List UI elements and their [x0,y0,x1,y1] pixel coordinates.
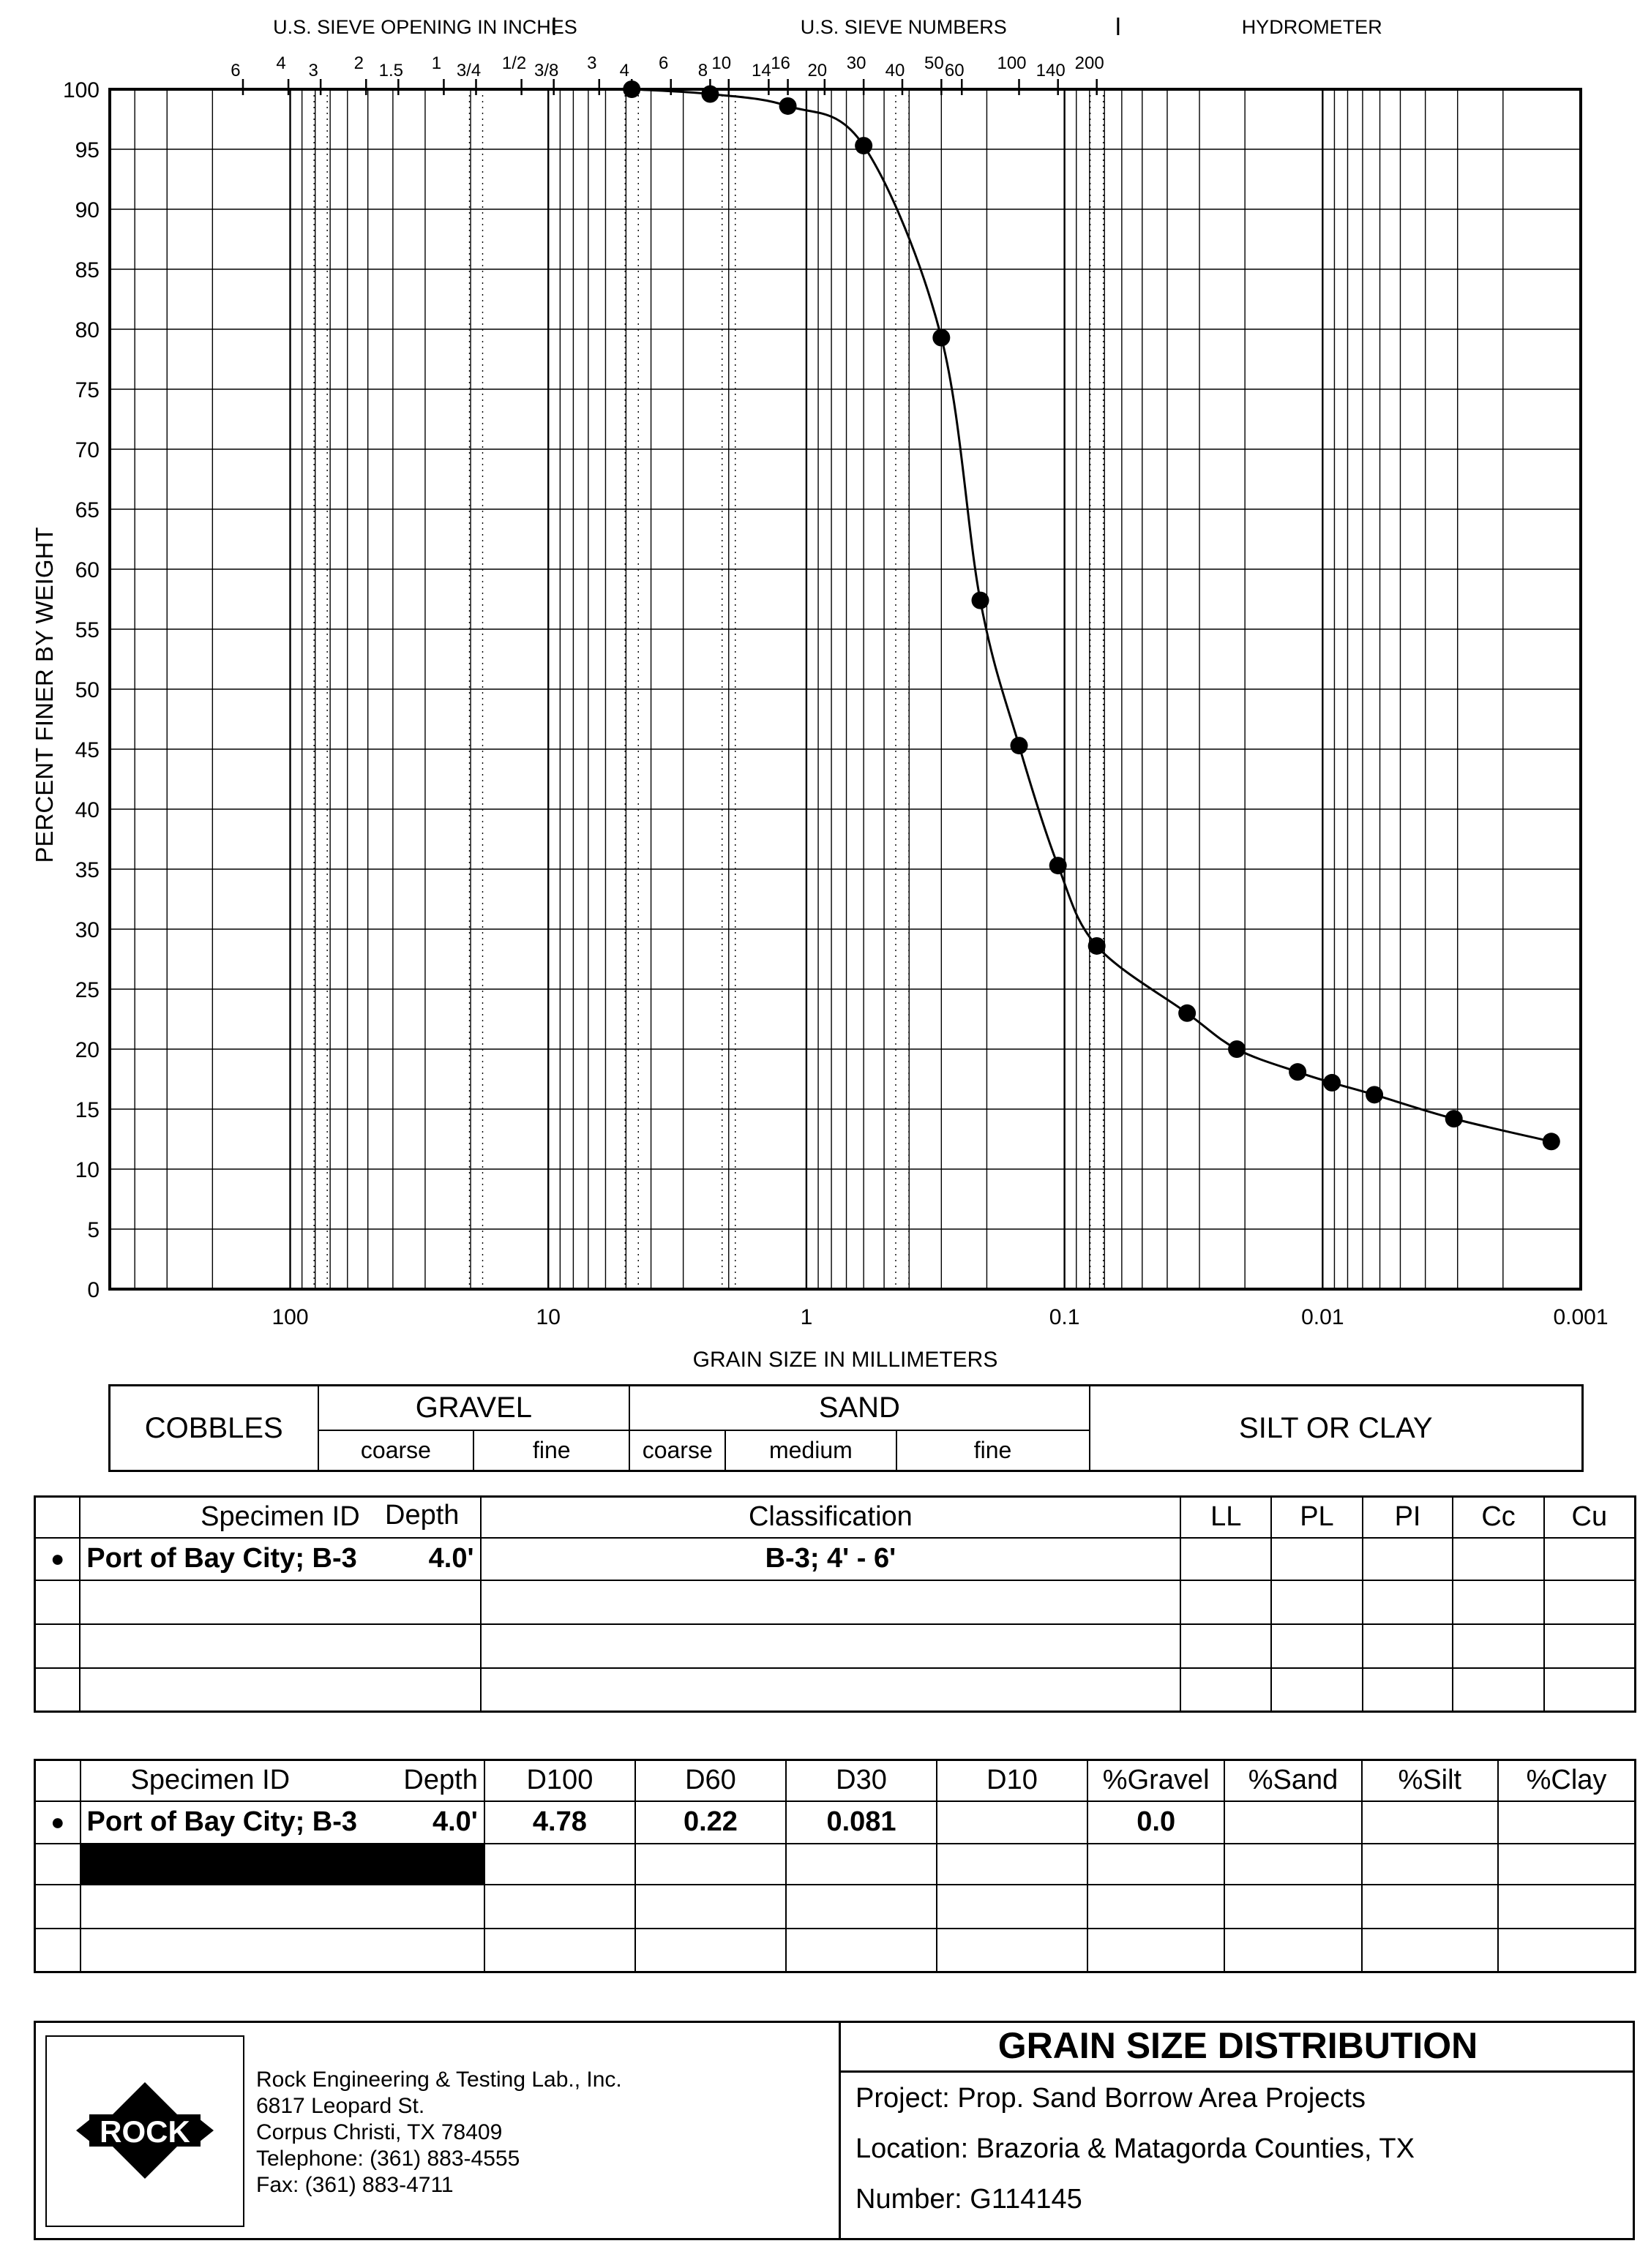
series-marker: ● [35,1538,80,1580]
company-info [256,2067,622,2198]
y-tick-label: 50 [75,678,100,702]
chart-grid [110,89,1581,1289]
sieve-label: 1 [431,53,442,73]
th2-clay: %Clay [1498,1760,1635,1801]
th2-d10: D10 [937,1760,1087,1801]
y-tick-label: 30 [75,918,100,942]
report-title: GRAIN SIZE DISTRIBUTION [841,2021,1635,2073]
rock-logo [47,2037,243,2226]
th-pi: PI [1363,1497,1453,1538]
x-tick-label: 100 [272,1305,309,1329]
classification-cell: B-3; 4' - 6' [481,1538,1181,1580]
x-tick-label: 10 [536,1305,561,1329]
data-point [1088,937,1106,955]
y-tick-label: 95 [75,138,100,162]
y-tick-label: 25 [75,978,100,1002]
y-tick-label: 80 [75,318,100,342]
x-tick-label: 0.01 [1301,1305,1344,1329]
sieve-label: 30 [846,53,866,73]
project-line: Project: Prop. Sand Borrow Area Projects [855,2083,1366,2114]
th-cc: Cc [1453,1497,1543,1538]
y-tick-label: 10 [75,1158,100,1182]
sieve-label: 20 [807,61,828,80]
x-axis-label: GRAIN SIZE IN MILLIMETERS [692,1348,998,1372]
company-telephone: Telephone: (361) 883-4555 [256,2147,520,2171]
sieve-label: 6 [231,61,241,80]
sieve-label: 3 [587,53,597,73]
d30-cell: 0.081 [786,1801,937,1844]
data-point [1049,857,1067,874]
th-depth: Depth [385,1500,460,1531]
y-tick-label: 100 [62,78,100,102]
top-header-label: HYDROMETER [1241,16,1382,38]
th2-sand: %Sand [1224,1760,1361,1801]
x-tick-label: 0.1 [1049,1305,1080,1329]
report-info-box [839,2021,1635,2240]
specimen-id-cell: Port of Bay City; B-3 4.0' [80,1538,480,1580]
cobbles-label: COBBLES [110,1386,318,1471]
y-tick-label: 40 [75,798,100,822]
sieve-label: 140 [1036,61,1066,80]
y-tick-label: 5 [87,1218,100,1242]
data-point [701,86,719,103]
y-tick-label: 65 [75,498,100,522]
top-header-label: U.S. SIEVE OPENING IN INCHES [273,16,577,38]
top-headers [273,16,1382,38]
th2-depth: Depth [403,1765,478,1796]
sieve-label: 3/8 [533,61,559,80]
y-tick-label: 35 [75,858,100,882]
number-line: Number: G114145 [855,2184,1082,2215]
th2-specimen-id: Specimen ID [130,1765,291,1796]
y-tick-label: 75 [75,378,100,402]
depth-cell-2: 4.0' [432,1806,478,1837]
th-classification: Classification [481,1497,1181,1538]
y-tick-label: 0 [87,1278,100,1302]
gravel-label: GRAVEL [318,1386,630,1431]
gradation-summary-table [34,1759,1636,1973]
y-tick-label: 85 [75,258,100,282]
top-header-label: U.S. SIEVE NUMBERS [800,16,1007,38]
sand-fine-label: fine [896,1430,1090,1471]
data-point [1289,1063,1306,1081]
data-points [623,80,1560,1150]
sand-medium-label: medium [725,1430,896,1471]
sieve-label: 100 [997,53,1027,73]
sieve-label: 40 [885,61,905,80]
data-point [623,80,640,98]
sieve-label: 3 [308,61,318,80]
sieve-label: 3/4 [456,61,482,80]
y-tick-label: 90 [75,198,100,222]
sand-label: SAND [629,1386,1089,1431]
sieve-label: 14 [752,61,771,80]
sieve-label: 4 [276,53,286,73]
th-pl: PL [1271,1497,1362,1538]
y-tick-label: 70 [75,438,100,462]
th-cu: Cu [1544,1497,1636,1538]
th2-silt: %Silt [1362,1760,1498,1801]
logo-box [45,2035,244,2227]
data-point [932,328,950,346]
gravel-pct-cell: 0.0 [1087,1801,1225,1844]
d60-cell: 0.22 [635,1801,786,1844]
silt-clay-label: SILT OR CLAY [1090,1386,1583,1471]
data-point [1228,1040,1246,1058]
d10-cell [937,1801,1087,1844]
sieve-label: 10 [711,53,732,73]
x-axis-ticks [272,1305,1608,1329]
svg-text:ROCK: ROCK [100,2114,190,2149]
data-point [855,137,872,154]
sieve-label: 1.5 [378,61,404,80]
d100-cell: 4.78 [484,1801,635,1844]
y-tick-label: 55 [75,618,100,642]
sieve-label: 60 [944,61,965,80]
th-ll: LL [1180,1497,1271,1538]
data-point [779,97,797,115]
y-tick-label: 15 [75,1098,100,1122]
data-point [1011,737,1028,754]
data-point [1543,1133,1560,1150]
specimen-id-cell-2: Port of Bay City; B-3 4.0' [80,1801,484,1844]
th-specimen-id: Specimen ID [80,1497,480,1538]
gravel-fine-label: fine [473,1430,629,1471]
specimen-classification-table [34,1495,1636,1713]
gravel-coarse-label: coarse [318,1430,474,1471]
y-tick-label: 60 [75,558,100,582]
th2-d100: D100 [484,1760,635,1801]
y-axis-label: PERCENT FINER BY WEIGHT [31,527,58,863]
x-tick-label: 0.001 [1553,1305,1609,1329]
th2-gravel: %Gravel [1087,1760,1225,1801]
data-point [1366,1086,1383,1103]
data-point [972,592,989,609]
sieve-label: 50 [924,53,944,73]
series-marker-2: ● [35,1801,80,1844]
gradation-curve [632,89,1551,1141]
sieve-label: 8 [697,61,708,80]
data-point [1178,1005,1196,1022]
y-tick-label: 20 [75,1038,100,1062]
th2-d60: D60 [635,1760,786,1801]
soil-classification-bar [108,1384,1584,1472]
depth-cell: 4.0' [428,1543,474,1574]
sand-coarse-label: coarse [629,1430,725,1471]
company-name: Rock Engineering & Testing Lab., Inc. [256,2068,622,2092]
sieve-label: 16 [771,53,790,73]
y-tick-label: 45 [75,738,100,762]
sieve-label: 1/2 [501,53,527,73]
company-address-1: 6817 Leopard St. [256,2094,425,2118]
company-address-2: Corpus Christi, TX 78409 [256,2120,503,2144]
sieve-label: 2 [353,53,364,73]
data-point [1445,1110,1463,1127]
company-fax: Fax: (361) 883-4711 [256,2173,454,2197]
data-point [1323,1074,1341,1092]
th2-d30: D30 [786,1760,937,1801]
location-line: Location: Brazoria & Matagorda Counties, TX [855,2133,1415,2164]
sieve-label: 6 [659,53,669,73]
th2-specimen-cell [80,1760,484,1801]
redacted-cell [80,1844,484,1885]
sieve-label: 4 [619,61,629,80]
x-tick-label: 1 [800,1305,813,1329]
y-axis-ticks [63,78,100,1302]
sieve-label: 200 [1074,53,1104,73]
